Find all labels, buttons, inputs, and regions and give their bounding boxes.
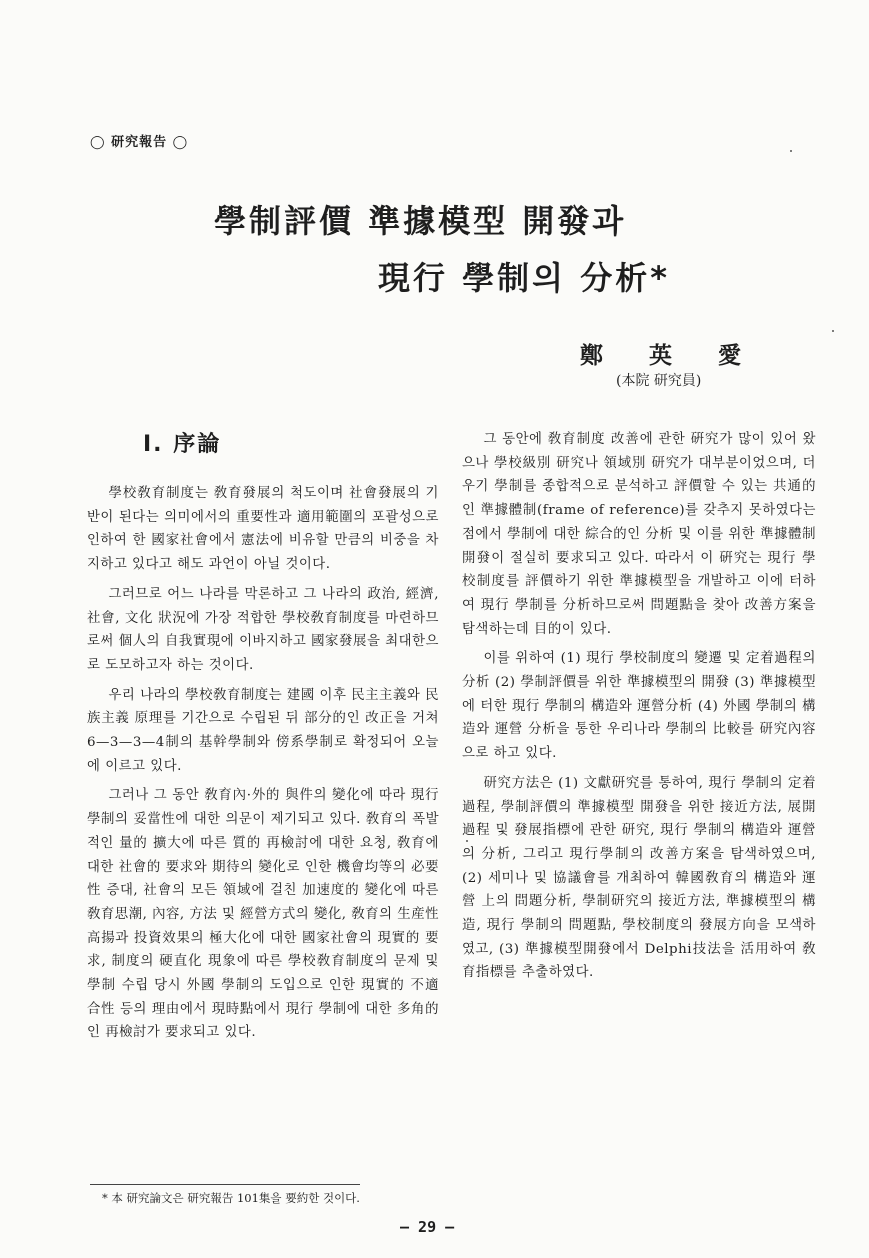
paragraph: 우리 나라의 學校敎育制度는 建國 이후 民主主義와 民族主義 原理를 기간으로 수립된 뒤 部分的인 改正을 거쳐 6—3—3—4制의 基幹學制와 傍系學制로 확정되어 오늘에 이르고 있다.: [87, 687, 439, 774]
paragraph: 그러므로 어느 나라를 막론하고 그 나라의 政治, 經濟, 社會, 文化 狀況에 가장 적합한 學校敎育制度를 마련하므로써 個人의 自我實現에 이바지하고 國家發展을 최대한으로 도모하고자 하는 것이다.: [87, 586, 439, 673]
right-column: [462, 428, 816, 991]
author-affiliation: (本院 研究員): [616, 373, 702, 389]
paragraph: 學校敎育制度는 敎育發展의 척도이며 社會發展의 기반이 된다는 의미에서의 重要性과 適用範圍의 포괄성으로 인하여 한 國家社會에서 憲法에 비유할 만큼의 비중을 차지하고 있다고 해도 과언이 아닐 것이다.: [87, 486, 439, 573]
page-number: — 29 —: [400, 1218, 455, 1236]
paragraph: 이를 위하여 (1) 現行 學校制度의 變遷 및 定着過程의 分析 (2) 學制評價를 위한 準據模型의 開發 (3) 準據模型에 터한 現行 學制의 構造와 運營分析 (4) 外國 學制의 構造와 運營 分析을 통한 우리나라 學制의 比較를 研究內容으로 하고 있다.: [462, 651, 816, 762]
footnote-divider: [90, 1184, 360, 1185]
section-heading: Ⅰ. 序論: [143, 432, 222, 457]
footnote: * 本 研究論文은 研究報告 101集을 要約한 것이다.: [102, 1191, 360, 1205]
left-column: [87, 482, 439, 1051]
scan-speck: [466, 840, 468, 842]
paragraph: 研究方法은 (1) 文獻研究를 통하여, 現行 學制의 定着過程, 學制評價의 準據模型 開發을 위한 接近方法, 展開過程 및 發展指標에 관한 研究, 現行 學制의 構造와 運營의 分析, 그리고 現行學制의 改善方案을 탐색하였으며, (2) 세미나 및 協議會를 개최하여 韓國敎育의 構造와 運營 上의 問題分析, 學制研究의 接近方法, 準據模型의 構造, 現行 學制의 問題點, 學校制度의 發展方向을 모색하였고, (3) 準據模型開發에서 Delphi技法을 活用하여 敎育指標를 추출하였다.: [462, 775, 816, 981]
author-name: 鄭 英 愛: [580, 342, 741, 369]
paragraph: 그 동안에 敎育制度 改善에 관한 硏究가 많이 있어 왔으나 學校級別 研究나 領域別 研究가 대부분이었으며, 더우기 學制를 종합적으로 분석하고 評價할 수 있는 共通的인 準據體制(frame of reference)를 갖추지 못하였다는 점에서 學制에 대한 綜合的인 分析 및 이를 위한 準據體制開發이 절실히 要求되고 있다. 따라서 이 硏究는 現行 學校制度를 評價하기 위한 準據模型을 개발하고 이에 터하여 現行 學制를 分析하므로써 問題點을 찾아 改善方案을 탐색하는데 目的이 있다.: [462, 432, 816, 637]
scan-speck: [790, 150, 792, 152]
paragraph: 그러나 그 동안 敎育內·外的 與件의 變化에 따라 現行 學制의 妥當性에 대한 의문이 제기되고 있다. 敎育의 폭발적인 量的 擴大에 따른 質的 再檢討에 대한 요청, 敎育에 대한 社會的 要求와 期待의 變化로 인한 機會均等의 必要性 증대, 社會의 모든 領域에 걸친 加速度的 變化에 따른 敎育思潮, 內容, 方法 및 經營方式의 變化, 敎育의 生産性 高揚과 投資效果의 極大化에 대한 國家社會의 現實的 要求, 制度의 硬直化 現象에 따른 學校敎育制度의 문제 및 學制 수립 당시 外國 學制의 도입으로 인한 現實的 不適合性 등의 理由에서 現時點에서 現行 學制에 대한 多角的인 再檢討가 要求되고 있다.: [87, 788, 439, 1041]
title-line-1: 學制評價 準據模型 開發과: [214, 202, 627, 240]
scan-speck: [832, 330, 834, 332]
report-label: ◯ 研究報告 ◯: [90, 135, 189, 150]
title-line-2: 現行 學制의 分析*: [378, 259, 670, 297]
